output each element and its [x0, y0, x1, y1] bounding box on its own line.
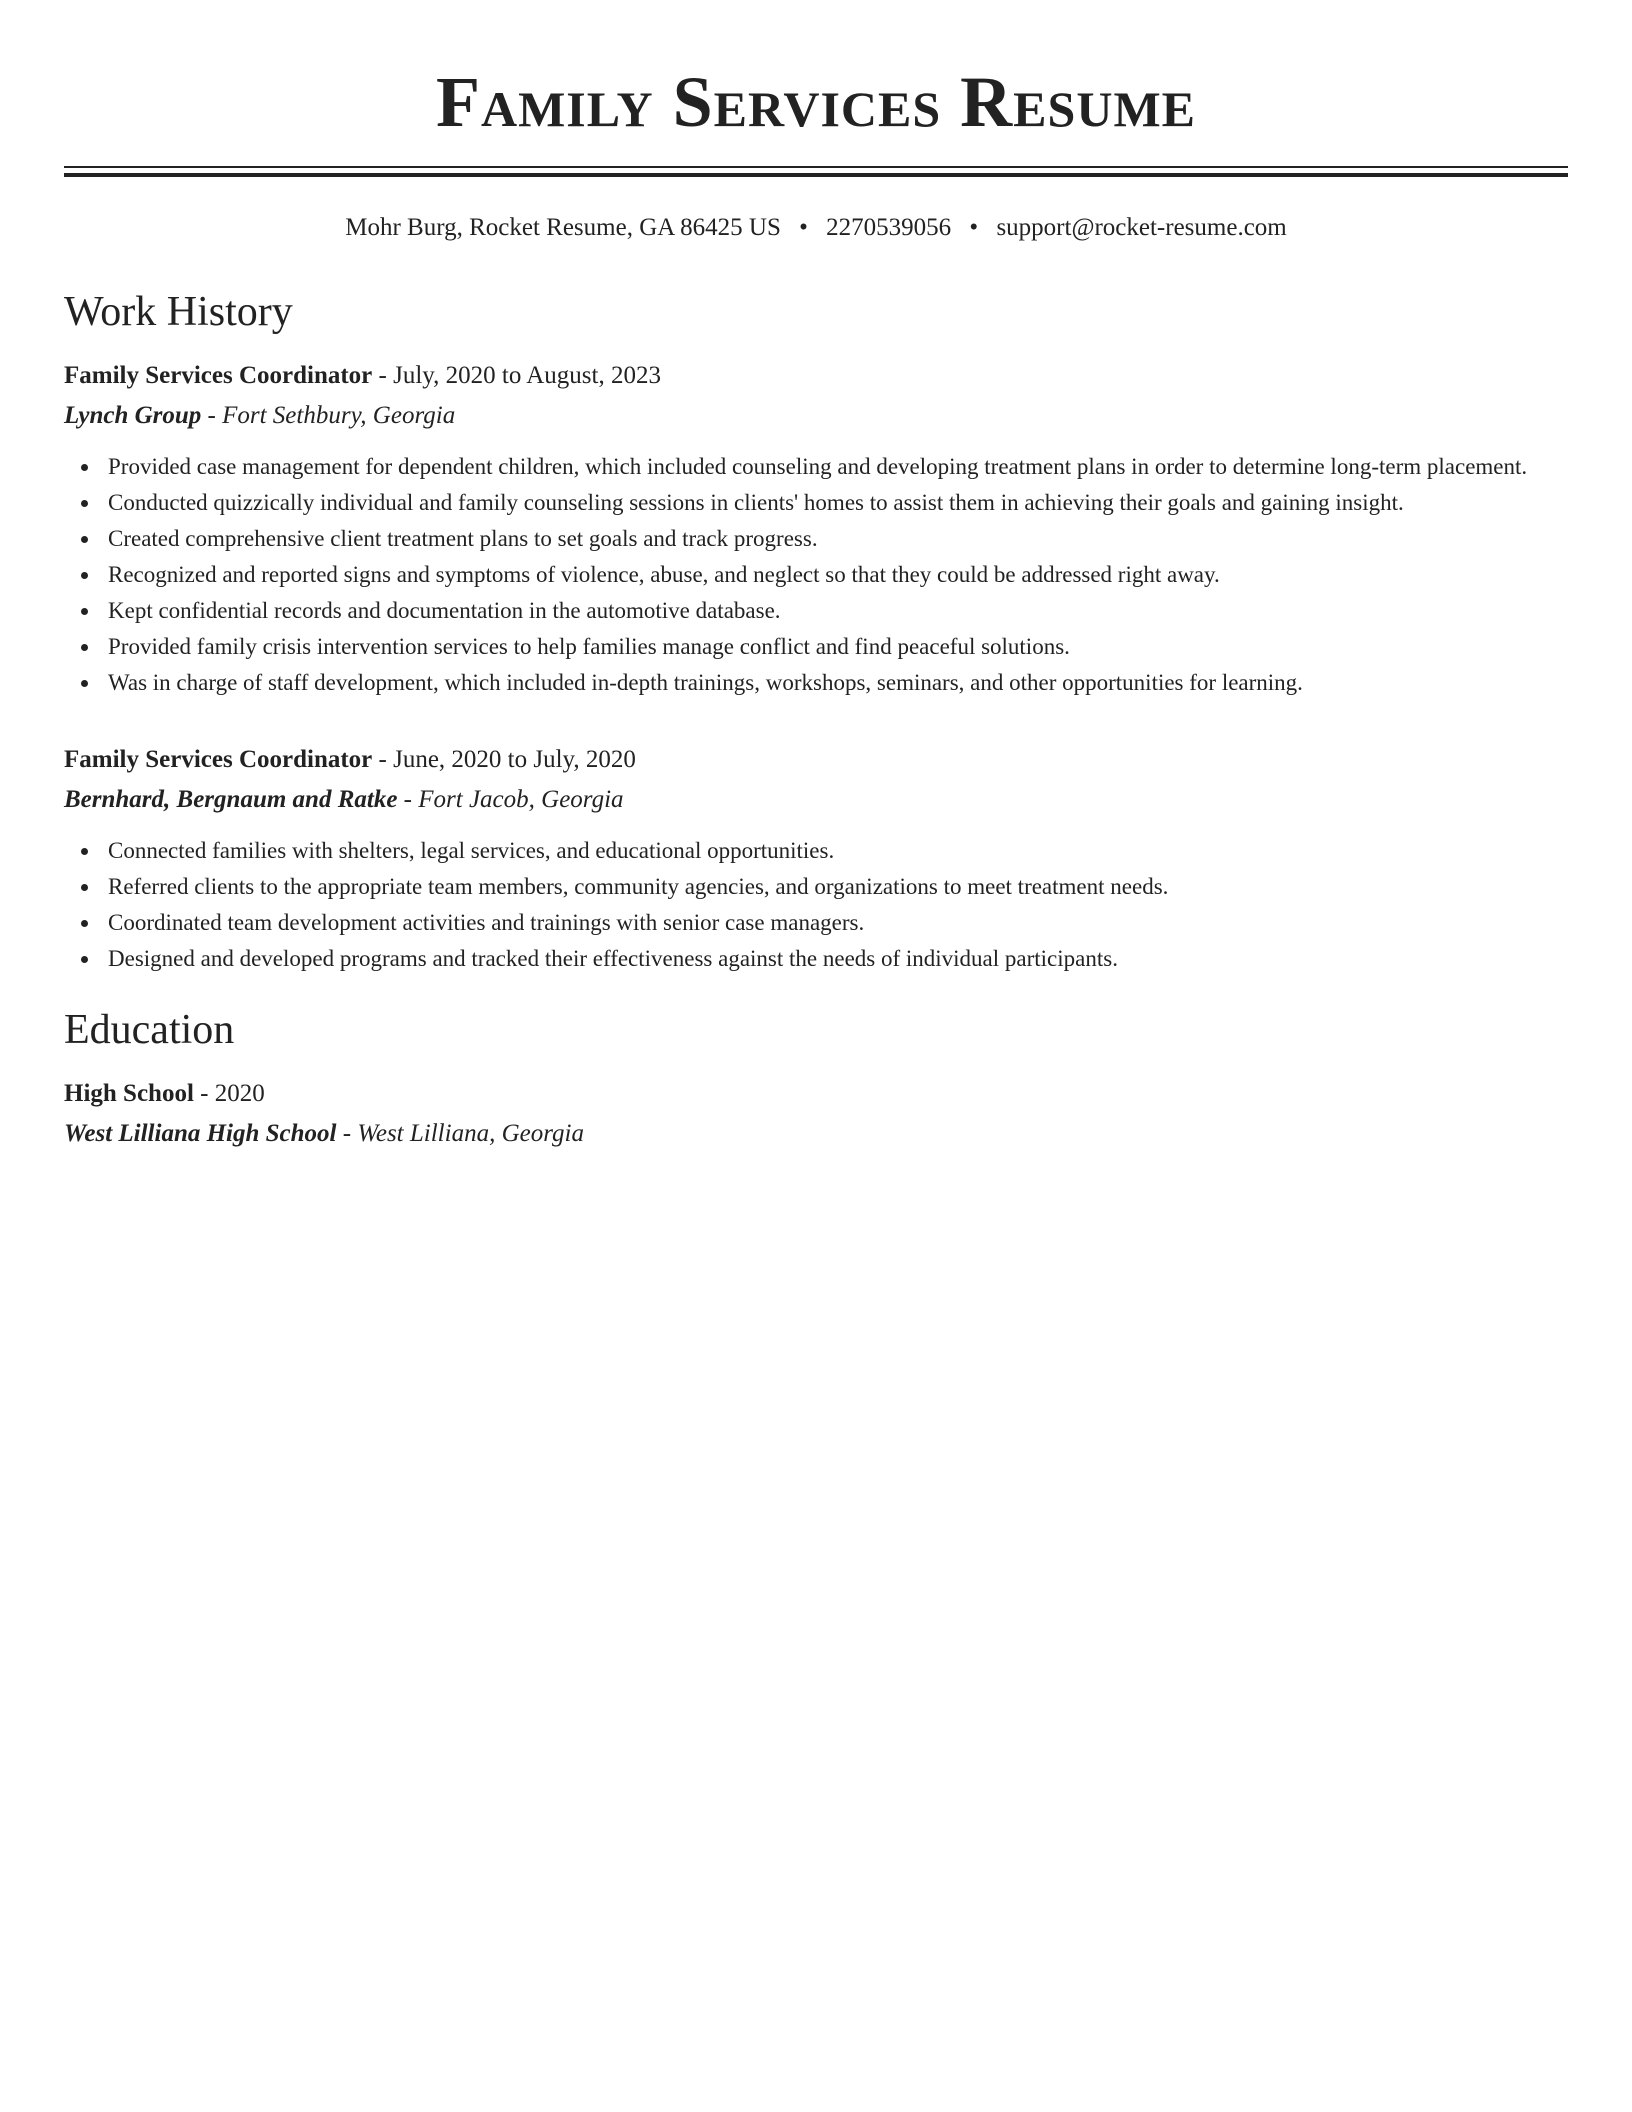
list-item — [108, 485, 1568, 521]
list-item — [108, 557, 1568, 593]
bullet-text: Recognized and reported signs and symptoms of violence, abuse, and neglect so that they could be addressed right away. — [108, 562, 1220, 587]
bullet-text: Provided case management for dependent children, which included counseling and developing treatment plans in order to determine long-term placement. — [108, 454, 1528, 479]
education-school-line — [64, 1115, 1568, 1153]
bullet-icon — [81, 644, 88, 651]
bullet-icon — [81, 500, 88, 507]
bullet-text: Connected families with shelters, legal services, and educational opportunities. — [108, 838, 835, 863]
title-divider — [64, 166, 1568, 177]
contact-phone: 2270539056 — [826, 214, 952, 241]
contact-separator: • — [799, 214, 808, 241]
bullet-text: Conducted quizzically individual and family counseling sessions in clients' homes to assist them in achieving their goals and gaining insight. — [108, 490, 1404, 515]
bullet-icon — [81, 608, 88, 615]
job-title-line — [64, 741, 1568, 779]
bullet-icon — [81, 680, 88, 687]
education-section — [64, 1003, 1568, 1153]
bullet-icon — [81, 956, 88, 963]
education-year: - 2020 — [193, 1080, 265, 1107]
bullet-text: Designed and developed programs and tracked their effectiveness against the needs of individual participants. — [108, 946, 1118, 971]
job-dates: - June, 2020 to July, 2020 — [372, 746, 636, 773]
bullet-text: Created comprehensive client treatment plans to set goals and track progress. — [108, 526, 818, 551]
list-item — [108, 521, 1568, 557]
job-company-line — [64, 781, 1568, 819]
bullet-icon — [81, 464, 88, 471]
job-entry — [64, 741, 1568, 977]
divider-thick-line — [64, 173, 1568, 177]
list-item — [108, 905, 1568, 941]
bullet-text: Was in charge of staff development, which included in-depth trainings, workshops, seminars, and other opportunities for learning. — [108, 670, 1303, 695]
contact-line — [64, 211, 1568, 245]
education-entry — [64, 1075, 1568, 1153]
job-company: Lynch Group — [64, 402, 202, 429]
list-item — [108, 833, 1568, 869]
education-location: - West Lilliana, Georgia — [336, 1120, 584, 1147]
job-title: Family Services Coordinator — [64, 746, 373, 773]
contact-separator: • — [969, 214, 979, 241]
list-item — [108, 941, 1568, 977]
bullet-icon — [81, 884, 88, 891]
contact-address: Mohr Burg, Rocket Resume, GA 86425 US — [345, 214, 781, 241]
job-company-line — [64, 397, 1568, 435]
list-item — [108, 449, 1568, 485]
work-history-heading: Work History — [64, 289, 293, 335]
list-item — [108, 869, 1568, 905]
education-school: West Lilliana High School — [64, 1120, 337, 1147]
bullet-text: Coordinated team development activities and trainings with senior case managers. — [108, 910, 865, 935]
bullet-icon — [81, 920, 88, 927]
education-degree: High School — [64, 1080, 194, 1107]
job-title-line — [64, 357, 1568, 395]
job-title: Family Services Coordinator — [64, 362, 373, 389]
job-dates: - July, 2020 to August, 2023 — [372, 362, 661, 389]
education-heading: Education — [64, 1007, 235, 1053]
bullet-text: Provided family crisis intervention services to help families manage conflict and find peaceful solutions. — [108, 634, 1070, 659]
job-company: Bernhard, Bergnaum and Ratke — [64, 786, 398, 813]
list-item — [108, 665, 1568, 701]
job-bullet-list — [64, 449, 1568, 701]
job-location: - Fort Jacob, Georgia — [397, 786, 624, 813]
bullet-icon — [81, 848, 88, 855]
education-degree-line — [64, 1075, 1568, 1113]
job-entry — [64, 357, 1568, 701]
bullet-icon — [81, 536, 88, 543]
bullet-text: Kept confidential records and documentation in the automotive database. — [108, 598, 781, 623]
work-history-section — [64, 285, 1568, 977]
list-item — [108, 629, 1568, 665]
resume-title: Family Services Resume — [436, 62, 1196, 142]
contact-email: support@rocket-resume.com — [996, 214, 1287, 241]
bullet-icon — [81, 572, 88, 579]
job-bullet-list — [64, 833, 1568, 977]
list-item — [108, 593, 1568, 629]
job-location: - Fort Sethbury, Georgia — [201, 402, 456, 429]
bullet-text: Referred clients to the appropriate team members, community agencies, and organizations to meet treatment needs. — [108, 874, 1169, 899]
